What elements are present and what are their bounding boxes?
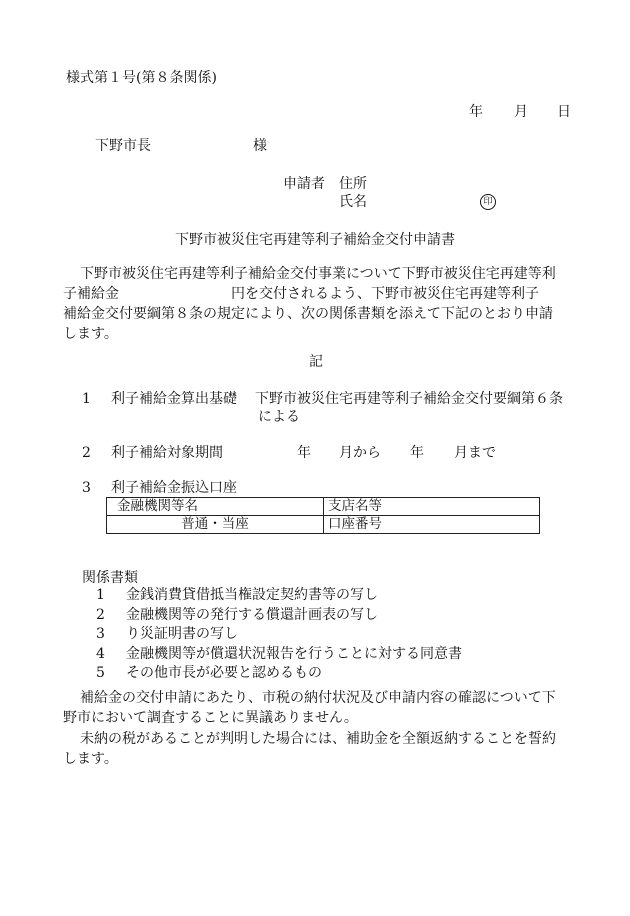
consent-line: 野市において調査することに異議ありません。 (63, 710, 358, 726)
intro-line: します。 (63, 326, 118, 342)
item-1-value-cont: による (258, 409, 300, 425)
addressee-honorific: 様 (253, 138, 267, 154)
pledge-paragraph (63, 729, 583, 769)
item-3-number: 3 (82, 480, 91, 496)
related-docs-heading: 関係書類 (82, 570, 138, 586)
item-1-label: 利子補給金算出基礎 (111, 391, 237, 407)
item-2-number: 2 (82, 445, 91, 461)
doc-text: 金融機関等の発行する償還計画表の写し (126, 606, 378, 623)
doc-number: 4 (96, 645, 105, 662)
consent-paragraph (63, 688, 583, 728)
list-item (96, 586, 462, 606)
list-item (96, 664, 462, 684)
branch-name-cell: 支店名等 (324, 498, 540, 516)
form-number: 様式第１号(第８条関係) (66, 70, 217, 86)
intro-line: 下野市被災住宅再建等利子補給金交付事業について下野市被災住宅再建等利 (80, 266, 556, 282)
doc-number: 3 (96, 626, 105, 642)
doc-text: 金融機関等が償還状況報告を行うことに対する同意書 (126, 645, 462, 662)
bank-name-cell: 金融機関等名 (107, 498, 324, 516)
address-label: 住所 (339, 176, 367, 192)
name-label: 氏名 (339, 194, 367, 210)
doc-text: その他市長が必要と認めるもの (126, 665, 322, 681)
intro-line: 子補給金 円を交付されるよう、下野市被災住宅再建等利子 (63, 286, 539, 302)
date-year: 年 (469, 104, 483, 120)
item-2-label: 利子補給対象期間 (111, 445, 223, 461)
list-item (96, 606, 462, 626)
applicant-label: 申請者 (283, 176, 325, 192)
date-month: 月 (514, 104, 528, 120)
account-number-cell: 口座番号 (324, 516, 540, 534)
seal-circle-icon: 印 (480, 194, 496, 210)
intro-paragraph (63, 264, 583, 344)
table-row (107, 498, 540, 516)
consent-line: 補給金の交付申請にあたり、市税の納付状況及び申請内容の確認について下 (80, 690, 556, 706)
table-row (107, 516, 540, 534)
bank-account-table (106, 497, 540, 534)
period-start-month: 月から (339, 445, 381, 461)
seal-mark (480, 192, 496, 212)
pledge-line: します。 (63, 751, 118, 767)
doc-text: 金銭消費貸借抵当権設定契約書等の写し (126, 587, 378, 603)
doc-number: 5 (96, 665, 105, 681)
pledge-line: 未納の税があることが判明した場合には、補助金を全額返納することを誓約 (80, 731, 556, 747)
intro-line: 補給金交付要綱第８条の規定により、次の関係書類を添えて下記のとおり申請 (63, 306, 553, 322)
list-item (96, 645, 462, 665)
item-1-number: 1 (82, 391, 91, 407)
document-title: 下野市被災住宅再建等利子補給金交付申請書 (175, 232, 455, 248)
doc-number: 2 (96, 606, 105, 623)
doc-text: り災証明書の写し (126, 626, 238, 642)
item-3-label: 利子補給金振込口座 (111, 480, 237, 496)
item-1-value: 下野市被災住宅再建等利子補給金交付要綱第６条 (255, 391, 563, 407)
related-docs-list (96, 586, 462, 684)
period-start-year: 年 (297, 445, 311, 461)
account-type-cell: 普通・当座 (107, 516, 324, 534)
list-item (96, 625, 462, 645)
date-day: 日 (557, 104, 571, 120)
ki-heading: 記 (309, 354, 323, 370)
period-end-month: 月まで (454, 445, 496, 461)
period-end-year: 年 (410, 445, 424, 461)
doc-number: 1 (96, 587, 105, 603)
addressee-name: 下野市長 (95, 138, 151, 154)
